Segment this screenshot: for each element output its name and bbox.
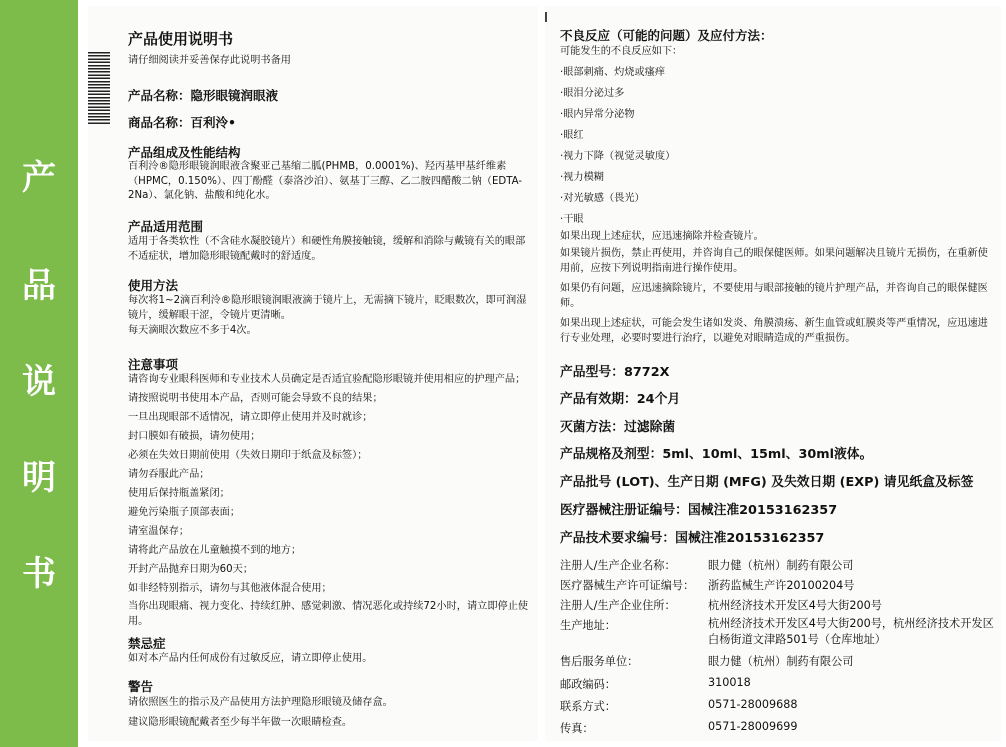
warning-item: 建议隐形眼镜配戴者至少每半年做一次眼睛检查。 bbox=[128, 717, 353, 728]
company-label: 医疗器械生产许可证编号： bbox=[560, 579, 695, 592]
product-name: 产品名称：隐形眼镜润眼液 bbox=[128, 88, 279, 103]
notes-item: 使用后保持瓶盖紧闭； bbox=[128, 488, 230, 499]
sidebar-char: 明 bbox=[22, 458, 56, 498]
adverse-item: ·干眼 bbox=[560, 214, 584, 225]
contra-text: 如对本产品内任何成份有过敏反应，请立即停止使用。 bbox=[128, 653, 373, 664]
company-value: 杭州经济技术开发区4号大街200号，杭州经济技术开发区白杨街道文津路501号（仓库地址） bbox=[708, 617, 994, 646]
barcode-graphic bbox=[88, 52, 110, 124]
company-label: 售后服务单位： bbox=[560, 655, 639, 668]
leaflet-right-page bbox=[545, 6, 1001, 741]
scope-heading: 产品适用范围 bbox=[128, 219, 204, 234]
company-value: 眼力健（杭州）制药有限公司 bbox=[708, 559, 854, 572]
leaflet-left-page bbox=[88, 6, 538, 741]
adverse-item: ·对光敏感（畏光） bbox=[560, 193, 645, 204]
company-value: 眼力健（杭州）制药有限公司 bbox=[708, 655, 854, 668]
composition-heading: 产品组成及性能结构 bbox=[128, 145, 241, 160]
composition-text: 百利泠®隐形眼镜润眼液含聚亚己基缩二胍(PHMB，0.0001%)、羟丙基甲基纤维素（HPMC，0.150%）、四丁酚醛（泰洛沙泊）、氨基丁三醇、乙二胺四醋酸二钠（EDTA-2Na）、氯化钠、盐酸和纯化水。 bbox=[128, 161, 523, 201]
spec-line: 产品有效期：24个月 bbox=[560, 392, 681, 407]
trade-name: 商品名称：百利泠• bbox=[128, 115, 236, 130]
notes-item: 请将此产品放在儿童触摸不到的地方； bbox=[128, 545, 302, 556]
notes-item: 必须在失效日期前使用（失效日期印于纸盒及标签）； bbox=[128, 450, 368, 461]
doc-title: 产品使用说明书 bbox=[128, 30, 234, 48]
adverse-item: ·视力下降（视觉灵敏度） bbox=[560, 151, 676, 162]
adverse-item: ·视力模糊 bbox=[560, 172, 604, 183]
warning-item: 请依照医生的指示及产品使用方法护理隐形眼镜及储存盒。 bbox=[128, 697, 393, 708]
sidebar-banner bbox=[0, 0, 78, 747]
scope-text: 适用于各类软性（不含硅水凝胶镜片）和硬性角膜接触镜，缓解和消除与戴镜有关的眼部不适症状，增加隐形眼镜配戴时的舒适度。 bbox=[128, 236, 526, 262]
notes-item: 请勿吞服此产品； bbox=[128, 469, 210, 480]
company-value: 浙药监械生产许20100204号 bbox=[708, 579, 855, 592]
company-value: 杭州经济技术开发区4号大街200号 bbox=[708, 599, 882, 612]
scan-mark bbox=[545, 12, 547, 22]
usage-heading: 使用方法 bbox=[128, 278, 179, 293]
advice-text: 如果出现上述症状，应迅速摘除并检查镜片。 bbox=[560, 231, 764, 242]
advice-text: 如果仍有问题，应迅速摘除镜片，不要使用与眼部接触的镜片护理产品，并咨询自己的眼保健医师。 bbox=[560, 283, 988, 309]
adverse-item: ·眼部刺痛、灼烧或瘙痒 bbox=[560, 67, 666, 78]
spec-line: 灭菌方法：过滤除菌 bbox=[560, 420, 676, 435]
adverse-item: ·眼红 bbox=[560, 130, 584, 141]
usage-limit: 每天滴眼次数应不多于4次。 bbox=[128, 325, 257, 336]
company-label: 注册人/生产企业住所： bbox=[560, 599, 676, 612]
notes-item: 当你出现眼痛、视力变化、持续红肿、感觉刺激、情况恶化或持续72小时，请立即停止使用。 bbox=[128, 601, 529, 627]
notes-item: 如非经特别指示，请勿与其他液体混合使用； bbox=[128, 583, 332, 594]
sidebar-char: 书 bbox=[22, 554, 56, 594]
spec-line: 产品批号 (LOT)、生产日期 (MFG) 及失效日期 (EXP) 请见纸盒及标签 bbox=[560, 475, 974, 490]
spec-line: 产品型号：8772X bbox=[560, 365, 670, 380]
company-value: 0571-28009699 bbox=[708, 720, 798, 733]
adverse-item: ·眼内异常分泌物 bbox=[560, 109, 635, 120]
usage-text: 每次将1~2滴百利泠®隐形眼镜润眼液滴于镜片上，无需摘下镜片，眨眼数次，即可润湿镜片，缓解眼干涩，令镜片更清晰。 bbox=[128, 295, 527, 321]
company-label: 联系方式： bbox=[560, 700, 616, 713]
warning-heading: 警告 bbox=[128, 679, 154, 694]
notes-item: 请咨询专业眼科医师和专业技术人员确定是否适宜验配隐形眼镜并使用相应的护理产品； bbox=[128, 374, 526, 385]
notes-item: 请室温保存； bbox=[128, 526, 190, 537]
company-value: 0571-28009688 bbox=[708, 698, 798, 711]
notes-item: 请按照说明书使用本产品，否则可能会导致不良的结果； bbox=[128, 393, 383, 404]
company-label: 生产地址： bbox=[560, 619, 616, 632]
advice-text: 如果镜片损伤，禁止再使用，并咨询自己的眼保健医师。如果问题解决且镜片无损伤，在重新使用前，应按下列说明指南进行操作使用。 bbox=[560, 248, 988, 274]
company-label: 传真： bbox=[560, 722, 594, 735]
notes-item: 一旦出现眼部不适情况，请立即停止使用并及时就诊； bbox=[128, 412, 373, 423]
spec-line: 产品技术要求编号：国械注准20153162357 bbox=[560, 531, 825, 546]
adverse-intro: 可能发生的不良反应如下： bbox=[560, 46, 683, 57]
contra-heading: 禁忌症 bbox=[128, 636, 166, 651]
adverse-item: ·眼泪分泌过多 bbox=[560, 88, 625, 99]
sidebar-char: 说 bbox=[22, 362, 56, 402]
intro-text: 请仔细阅读并妥善保存此说明书备用 bbox=[128, 55, 291, 66]
notes-heading: 注意事项 bbox=[128, 357, 179, 372]
spec-line: 产品规格及剂型：5ml、10ml、15ml、30ml液体。 bbox=[560, 447, 873, 462]
company-label: 注册人/生产企业名称： bbox=[560, 559, 676, 572]
advice-text: 如果出现上述症状，可能会发生诸如发炎、角膜溃疡、新生血管或虹膜炎等严重情况，应迅速进行专业处理，必要时要进行治疗，以避免对眼睛造成的严重损伤。 bbox=[560, 318, 988, 344]
notes-item: 开封产品抛弃日期为60天； bbox=[128, 564, 254, 575]
spec-line: 医疗器械注册证编号：国械注准20153162357 bbox=[560, 503, 838, 518]
adverse-heading: 不良反应（可能的问题）及应付方法： bbox=[560, 28, 773, 43]
sidebar-char: 产 bbox=[22, 158, 56, 198]
company-label: 邮政编码： bbox=[560, 678, 616, 691]
notes-item: 封口膜如有破损，请勿使用； bbox=[128, 431, 261, 442]
notes-item: 避免污染瓶子顶部表面； bbox=[128, 507, 241, 518]
sidebar-char: 品 bbox=[22, 266, 56, 306]
company-value: 310018 bbox=[708, 676, 751, 689]
